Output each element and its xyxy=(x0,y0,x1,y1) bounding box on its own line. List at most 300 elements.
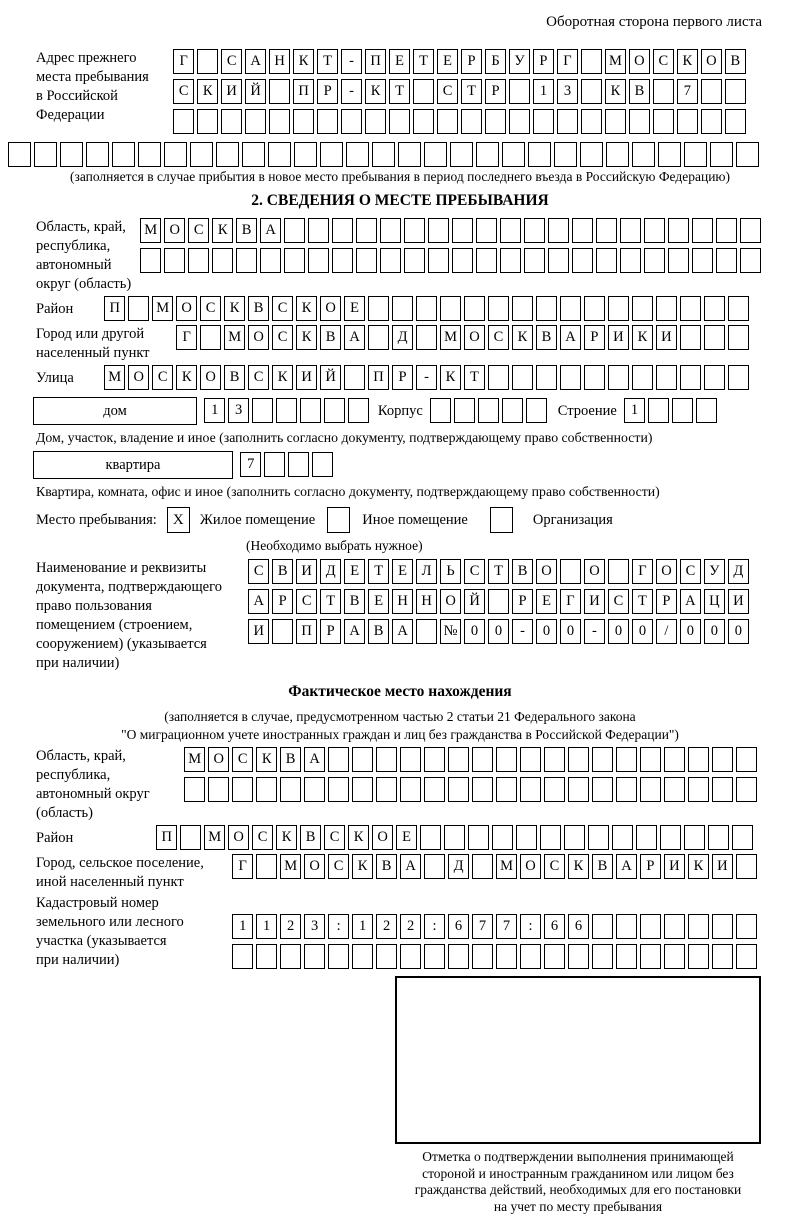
char-cell: О xyxy=(176,296,197,321)
char-cell: В xyxy=(300,825,321,850)
char-cell: Е xyxy=(437,49,458,74)
char-cell: С xyxy=(272,325,293,350)
char-cell xyxy=(524,218,545,243)
char-cell: А xyxy=(248,589,269,614)
char-cell xyxy=(260,248,281,273)
char-cell xyxy=(268,142,291,167)
char-cell xyxy=(272,619,293,644)
char-cell xyxy=(548,218,569,243)
char-cell: В xyxy=(725,49,746,74)
region-label-line: республика, xyxy=(36,238,110,254)
char-cell xyxy=(592,747,613,772)
apartment-note: Квартира, комната, офис и иное (заполнить согласно документу, подтверждающему право собственности) xyxy=(36,482,764,501)
char-cell: В xyxy=(236,218,257,243)
char-cell xyxy=(688,944,709,969)
char-cell xyxy=(520,944,541,969)
char-cell xyxy=(461,109,482,134)
char-cell xyxy=(413,109,434,134)
char-cell: 0 xyxy=(728,619,749,644)
char-cell: К xyxy=(440,365,461,390)
char-cell: В xyxy=(536,325,557,350)
prev-address-label-line: Адрес прежнего xyxy=(36,50,136,66)
char-cell xyxy=(452,248,473,273)
char-cell xyxy=(448,777,469,802)
char-cell xyxy=(725,79,746,104)
stamp-box xyxy=(395,976,761,1144)
char-cell: К xyxy=(365,79,386,104)
char-cell xyxy=(536,365,557,390)
char-cell: 2 xyxy=(280,914,301,939)
char-cell: Е xyxy=(344,296,365,321)
char-cell: В xyxy=(320,325,341,350)
char-cell: С xyxy=(232,747,253,772)
char-cell: Е xyxy=(368,589,389,614)
char-cell xyxy=(276,398,297,423)
char-cell xyxy=(660,825,681,850)
char-cell xyxy=(221,109,242,134)
char-cell xyxy=(728,296,749,321)
char-cell xyxy=(476,248,497,273)
char-cell xyxy=(736,854,757,879)
stamp-caption-line: Отметка о подтверждении выполнения принимающей xyxy=(388,1149,768,1166)
char-cell xyxy=(728,365,749,390)
char-cell: К xyxy=(176,365,197,390)
char-cell: В xyxy=(376,854,397,879)
char-cell xyxy=(416,325,437,350)
char-cell: Ь xyxy=(440,559,461,584)
char-cell xyxy=(688,914,709,939)
char-cell: С xyxy=(188,218,209,243)
korpus-label: Корпус xyxy=(378,397,423,425)
char-cell xyxy=(740,218,761,243)
char-cell xyxy=(264,452,285,477)
char-cell: Г xyxy=(557,49,578,74)
char-cell: О xyxy=(520,854,541,879)
char-cell xyxy=(520,747,541,772)
char-cell xyxy=(653,79,674,104)
char-cell: М xyxy=(184,747,205,772)
char-cell xyxy=(636,825,657,850)
stay-type-checkbox-organization xyxy=(490,507,513,533)
apartment-cells xyxy=(240,452,336,477)
char-cell: К xyxy=(688,854,709,879)
char-cell xyxy=(616,747,637,772)
char-cell: Р xyxy=(272,589,293,614)
char-cell xyxy=(572,248,593,273)
char-cell xyxy=(736,777,757,802)
char-cell: К xyxy=(276,825,297,850)
char-cell xyxy=(452,218,473,243)
char-cell: 0 xyxy=(632,619,653,644)
stay-type-option-organization: Организация xyxy=(533,512,613,529)
char-cell: К xyxy=(272,365,293,390)
district-row xyxy=(104,296,752,321)
city-label xyxy=(36,325,176,363)
char-cell: О xyxy=(701,49,722,74)
char-cell: А xyxy=(245,49,266,74)
char-cell: П xyxy=(368,365,389,390)
char-cell: В xyxy=(272,559,293,584)
char-cell: М xyxy=(440,325,461,350)
char-cell xyxy=(300,398,321,423)
char-cell xyxy=(428,248,449,273)
char-cell xyxy=(454,398,475,423)
char-cell: Т xyxy=(464,365,485,390)
char-cell: С xyxy=(248,365,269,390)
stay-type-label: Место пребывания: xyxy=(36,512,157,529)
char-cell xyxy=(424,944,445,969)
char-cell xyxy=(581,79,602,104)
char-cell xyxy=(332,218,353,243)
char-cell: О xyxy=(248,325,269,350)
prev-address-row-2 xyxy=(173,79,749,104)
char-cell xyxy=(704,296,725,321)
char-cell xyxy=(725,109,746,134)
region-row-1 xyxy=(140,218,764,243)
char-cell xyxy=(368,325,389,350)
char-cell xyxy=(492,825,513,850)
actual-region-label-line: Область, край, xyxy=(36,748,126,764)
char-cell xyxy=(380,248,401,273)
char-cell: О xyxy=(304,854,325,879)
char-cell xyxy=(216,142,239,167)
char-cell: Р xyxy=(533,49,554,74)
actual-region-cellrows xyxy=(184,747,760,807)
char-cell xyxy=(472,747,493,772)
char-cell xyxy=(86,142,109,167)
char-cell xyxy=(328,944,349,969)
region-block xyxy=(36,218,764,294)
char-cell xyxy=(680,365,701,390)
char-cell xyxy=(328,747,349,772)
char-cell xyxy=(197,109,218,134)
char-cell: М xyxy=(280,854,301,879)
char-cell: С xyxy=(252,825,273,850)
char-cell xyxy=(701,79,722,104)
char-cell xyxy=(701,109,722,134)
char-cell: У xyxy=(509,49,530,74)
stamp-caption-line: гражданства действий, необходимых для его постановки xyxy=(388,1182,768,1199)
char-cell xyxy=(356,218,377,243)
char-cell: : xyxy=(424,914,445,939)
char-cell xyxy=(380,218,401,243)
prev-address-overflow-row xyxy=(8,142,764,167)
char-cell: Й xyxy=(320,365,341,390)
char-cell xyxy=(284,218,305,243)
char-cell xyxy=(197,49,218,74)
char-cell xyxy=(478,398,499,423)
char-cell xyxy=(448,747,469,772)
char-cell: П xyxy=(365,49,386,74)
prev-address-row-1 xyxy=(173,49,749,74)
char-cell xyxy=(677,109,698,134)
city-label-line: Город или другой xyxy=(36,326,144,342)
char-cell: Г xyxy=(560,589,581,614)
char-cell xyxy=(632,142,655,167)
char-cell: А xyxy=(560,325,581,350)
char-cell: 7 xyxy=(496,914,517,939)
char-cell xyxy=(472,944,493,969)
char-cell xyxy=(692,218,713,243)
char-cell: Р xyxy=(392,365,413,390)
district-label: Район xyxy=(36,296,104,323)
char-cell xyxy=(560,559,581,584)
char-cell xyxy=(608,365,629,390)
stay-type-note: (Необходимо выбрать нужное) xyxy=(246,536,764,555)
char-cell: Е xyxy=(396,825,417,850)
char-cell xyxy=(684,142,707,167)
char-cell: И xyxy=(584,589,605,614)
char-cell xyxy=(352,777,373,802)
char-cell xyxy=(269,79,290,104)
char-cell xyxy=(608,296,629,321)
char-cell xyxy=(544,777,565,802)
char-cell: И xyxy=(608,325,629,350)
char-cell: 2 xyxy=(376,914,397,939)
prev-address-label-line: Федерации xyxy=(36,107,104,123)
char-cell: 1 xyxy=(232,914,253,939)
actual-city-label-line: Город, сельское поселение, xyxy=(36,855,204,871)
region-label-line: округ (область) xyxy=(36,276,131,292)
char-cell: В xyxy=(512,559,533,584)
char-cell xyxy=(684,825,705,850)
document-label-line: при наличии) xyxy=(36,655,119,671)
char-cell xyxy=(476,218,497,243)
char-cell xyxy=(712,747,733,772)
char-cell: - xyxy=(512,619,533,644)
char-cell: 0 xyxy=(560,619,581,644)
char-cell: С xyxy=(296,589,317,614)
char-cell xyxy=(620,248,641,273)
char-cell xyxy=(256,777,277,802)
char-cell xyxy=(736,142,759,167)
char-cell: Н xyxy=(416,589,437,614)
char-cell xyxy=(348,398,369,423)
district-block xyxy=(36,296,764,323)
char-cell: П xyxy=(296,619,317,644)
char-cell xyxy=(173,109,194,134)
char-cell: Л xyxy=(416,559,437,584)
char-cell xyxy=(140,248,161,273)
char-cell xyxy=(485,109,506,134)
char-cell xyxy=(664,944,685,969)
char-cell: 0 xyxy=(488,619,509,644)
char-cell xyxy=(472,854,493,879)
city-row xyxy=(176,325,752,350)
char-cell: 6 xyxy=(448,914,469,939)
char-cell xyxy=(664,777,685,802)
char-cell: А xyxy=(260,218,281,243)
char-cell xyxy=(164,142,187,167)
char-cell xyxy=(496,747,517,772)
char-cell xyxy=(280,777,301,802)
document-label xyxy=(36,559,248,673)
char-cell xyxy=(488,365,509,390)
char-cell: А xyxy=(304,747,325,772)
char-cell: : xyxy=(328,914,349,939)
char-cell: В xyxy=(280,747,301,772)
char-cell: У xyxy=(704,559,725,584)
char-cell: М xyxy=(605,49,626,74)
char-cell: К xyxy=(296,325,317,350)
char-cell: О xyxy=(440,589,461,614)
actual-district-block xyxy=(36,825,764,852)
char-cell xyxy=(242,142,265,167)
char-cell: П xyxy=(104,296,125,321)
char-cell: С xyxy=(680,559,701,584)
char-cell: 3 xyxy=(304,914,325,939)
char-cell xyxy=(184,777,205,802)
char-cell: С xyxy=(248,559,269,584)
char-cell xyxy=(716,248,737,273)
cadastral-label-line: при наличии) xyxy=(36,952,119,968)
char-cell xyxy=(616,944,637,969)
char-cell xyxy=(605,109,626,134)
char-cell xyxy=(60,142,83,167)
char-cell: К xyxy=(224,296,245,321)
char-cell: О xyxy=(128,365,149,390)
char-cell: 6 xyxy=(568,914,589,939)
char-cell xyxy=(392,296,413,321)
char-cell xyxy=(526,398,547,423)
char-cell: И xyxy=(296,365,317,390)
char-cell: С xyxy=(152,365,173,390)
char-cell: 2 xyxy=(400,914,421,939)
char-cell xyxy=(554,142,577,167)
char-cell: Д xyxy=(448,854,469,879)
char-cell: М xyxy=(152,296,173,321)
char-cell xyxy=(269,109,290,134)
char-cell: К xyxy=(605,79,626,104)
house-note: Дом, участок, владение и иное (заполнить согласно документу, подтверждающему право собственности) xyxy=(36,428,764,447)
char-cell xyxy=(200,325,221,350)
char-cell: 1 xyxy=(624,398,645,423)
actual-district-label: Район xyxy=(36,825,156,852)
char-cell xyxy=(488,589,509,614)
char-cell xyxy=(732,825,753,850)
char-cell xyxy=(596,218,617,243)
char-cell xyxy=(560,365,581,390)
char-cell: 0 xyxy=(680,619,701,644)
char-cell: С xyxy=(608,589,629,614)
region-cellrows xyxy=(140,218,764,278)
char-cell: 0 xyxy=(704,619,725,644)
char-cell: : xyxy=(520,914,541,939)
char-cell xyxy=(232,944,253,969)
stroenie-label: Строение xyxy=(558,397,617,425)
prev-address-label-line: места пребывания xyxy=(36,69,149,85)
char-cell: К xyxy=(348,825,369,850)
char-cell xyxy=(581,49,602,74)
char-cell xyxy=(416,619,437,644)
char-cell xyxy=(640,944,661,969)
char-cell xyxy=(256,854,277,879)
prev-address-label xyxy=(36,49,173,125)
char-cell xyxy=(502,398,523,423)
char-cell: И xyxy=(728,589,749,614)
char-cell xyxy=(400,777,421,802)
char-cell xyxy=(680,296,701,321)
char-cell xyxy=(424,777,445,802)
char-cell xyxy=(640,747,661,772)
char-cell: Р xyxy=(584,325,605,350)
char-cell xyxy=(389,109,410,134)
char-cell: К xyxy=(677,49,698,74)
char-cell xyxy=(294,142,317,167)
char-cell: 1 xyxy=(204,398,225,423)
actual-city-row xyxy=(232,854,760,879)
char-cell xyxy=(536,296,557,321)
char-cell xyxy=(368,296,389,321)
char-cell: 0 xyxy=(464,619,485,644)
char-cell xyxy=(416,296,437,321)
char-cell xyxy=(704,325,725,350)
char-cell xyxy=(512,296,533,321)
korpus-cells xyxy=(430,398,550,423)
char-cell xyxy=(740,248,761,273)
char-cell: 1 xyxy=(256,914,277,939)
char-cell xyxy=(668,248,689,273)
char-cell xyxy=(616,777,637,802)
char-cell xyxy=(164,248,185,273)
char-cell xyxy=(658,142,681,167)
char-cell xyxy=(640,914,661,939)
actual-region-label-line: (область) xyxy=(36,805,93,821)
char-cell xyxy=(668,218,689,243)
char-cell xyxy=(608,559,629,584)
char-cell: М xyxy=(224,325,245,350)
char-cell: № xyxy=(440,619,461,644)
char-cell xyxy=(464,296,485,321)
char-cell xyxy=(620,218,641,243)
char-cell: - xyxy=(416,365,437,390)
char-cell: Г xyxy=(176,325,197,350)
char-cell: К xyxy=(212,218,233,243)
char-cell xyxy=(632,365,653,390)
char-cell xyxy=(376,747,397,772)
prev-address-note: (заполняется в случае прибытия в новое место пребывания в период последнего въезда в Российскую Федерацию) xyxy=(36,169,764,185)
char-cell: И xyxy=(221,79,242,104)
char-cell xyxy=(288,452,309,477)
char-cell xyxy=(688,747,709,772)
char-cell xyxy=(500,248,521,273)
document-cellrows xyxy=(248,559,752,649)
char-cell: 0 xyxy=(608,619,629,644)
char-cell: С xyxy=(200,296,221,321)
char-cell: Й xyxy=(245,79,266,104)
char-cell xyxy=(372,142,395,167)
char-cell xyxy=(8,142,31,167)
document-label-line: сооружением) (указывается xyxy=(36,636,207,652)
char-cell xyxy=(616,914,637,939)
char-cell: Й xyxy=(464,589,485,614)
char-cell: А xyxy=(344,619,365,644)
char-cell xyxy=(557,109,578,134)
char-cell: Н xyxy=(392,589,413,614)
char-cell xyxy=(476,142,499,167)
char-cell xyxy=(320,142,343,167)
char-cell xyxy=(448,944,469,969)
stay-type-option-other: Иное помещение xyxy=(362,512,468,529)
char-cell: Р xyxy=(512,589,533,614)
char-cell xyxy=(708,825,729,850)
char-cell xyxy=(428,218,449,243)
char-cell xyxy=(568,747,589,772)
house-field-box: дом xyxy=(33,397,197,425)
document-row-2 xyxy=(248,589,752,614)
char-cell xyxy=(304,944,325,969)
char-cell xyxy=(437,109,458,134)
